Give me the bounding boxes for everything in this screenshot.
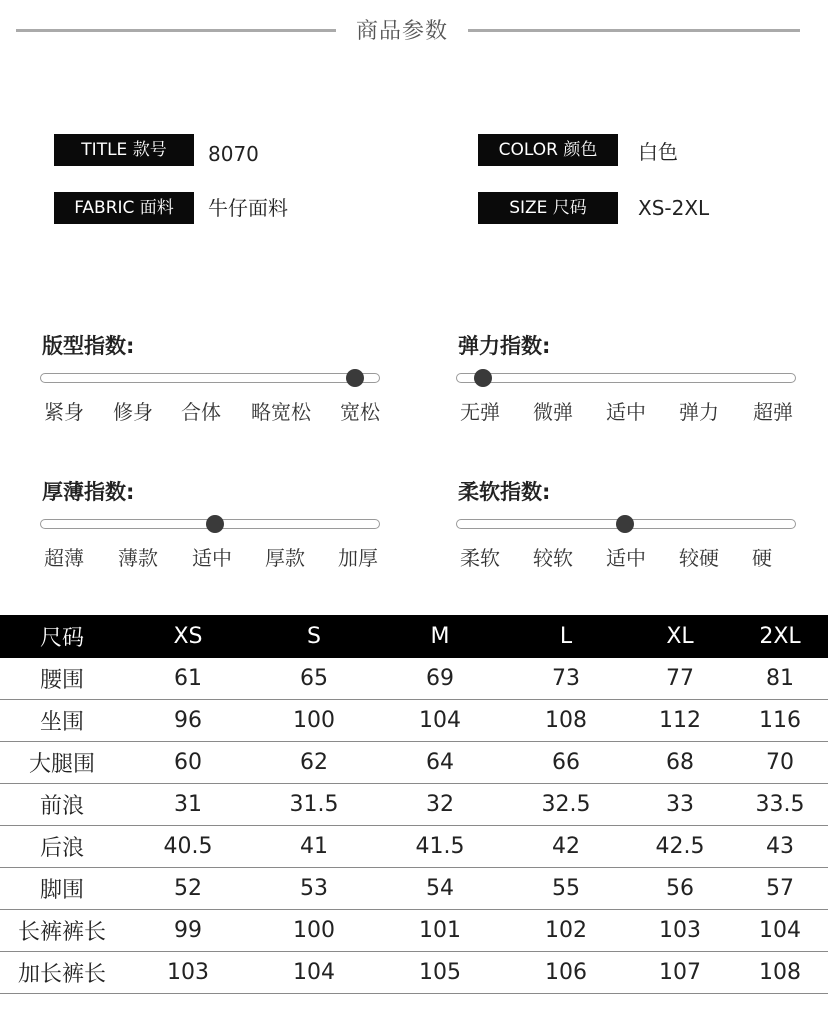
elasticity-option: 无弹 [460, 400, 500, 424]
fit-index-title: 版型指数: [42, 334, 135, 358]
softness-index-options [0, 542, 828, 570]
table-cell: 100 [252, 910, 376, 952]
thickness-option: 厚款 [265, 546, 305, 570]
column-header: L [504, 615, 628, 658]
table-cell: 96 [124, 700, 252, 742]
column-header: XL [628, 615, 732, 658]
fit-option: 修身 [113, 400, 153, 424]
thickness-option: 超薄 [44, 546, 84, 570]
table-row [0, 868, 828, 910]
fit-option: 合体 [181, 400, 221, 424]
table-cell: 40.5 [124, 826, 252, 868]
softness-option: 较硬 [679, 546, 719, 570]
title-value: 8070 [208, 142, 259, 166]
table-cell: 56 [628, 868, 732, 910]
table-cell: 104 [732, 910, 828, 952]
fit-index-knob [346, 369, 364, 387]
table-cell: 54 [376, 868, 504, 910]
column-header: M [376, 615, 504, 658]
thickness-index-track [40, 519, 380, 529]
header-divider-left [16, 29, 336, 32]
table-cell: 52 [124, 868, 252, 910]
softness-index-title: 柔软指数: [458, 480, 551, 504]
table-row [0, 910, 828, 952]
table-cell: 69 [376, 658, 504, 700]
elasticity-option: 弹力 [679, 400, 719, 424]
elasticity-option: 适中 [606, 400, 646, 424]
table-cell: 116 [732, 700, 828, 742]
table-cell: 73 [504, 658, 628, 700]
table-cell: 107 [628, 952, 732, 994]
row-label-cell: 加长裤长 [0, 952, 124, 994]
table-cell: 104 [376, 700, 504, 742]
table-cell: 77 [628, 658, 732, 700]
table-cell: 103 [124, 952, 252, 994]
row-label-cell: 坐围 [0, 700, 124, 742]
color-value: 白色 [638, 140, 678, 164]
size-table [0, 615, 828, 994]
section-header [0, 0, 828, 60]
table-cell: 108 [732, 952, 828, 994]
table-cell: 100 [252, 700, 376, 742]
row-label-cell: 大腿围 [0, 742, 124, 784]
table-cell: 112 [628, 700, 732, 742]
table-cell: 31.5 [252, 784, 376, 826]
table-header-row [0, 615, 828, 658]
row-label-cell: 脚围 [0, 868, 124, 910]
table-cell: 43 [732, 826, 828, 868]
table-cell: 64 [376, 742, 504, 784]
thickness-index-knob [206, 515, 224, 533]
size-label: SIZE 尺码 [478, 192, 618, 224]
table-row [0, 952, 828, 994]
column-header: 2XL [732, 615, 828, 658]
softness-option: 硬 [752, 546, 772, 570]
table-cell: 55 [504, 868, 628, 910]
table-cell: 68 [628, 742, 732, 784]
fabric-value: 牛仔面料 [208, 196, 288, 220]
softness-index-knob [616, 515, 634, 533]
table-cell: 41.5 [376, 826, 504, 868]
elasticity-option: 微弹 [533, 400, 573, 424]
table-cell: 33.5 [732, 784, 828, 826]
table-cell: 105 [376, 952, 504, 994]
softness-option: 适中 [606, 546, 646, 570]
table-cell: 31 [124, 784, 252, 826]
fit-index-track [40, 373, 380, 383]
table-cell: 65 [252, 658, 376, 700]
table-cell: 32 [376, 784, 504, 826]
fit-option: 宽松 [340, 400, 380, 424]
row-label-cell: 后浪 [0, 826, 124, 868]
table-row [0, 742, 828, 784]
thickness-option: 薄款 [118, 546, 158, 570]
table-cell: 108 [504, 700, 628, 742]
table-cell: 102 [504, 910, 628, 952]
table-cell: 41 [252, 826, 376, 868]
table-cell: 103 [628, 910, 732, 952]
table-cell: 62 [252, 742, 376, 784]
elasticity-index-options [0, 396, 828, 424]
row-label-cell: 长裤裤长 [0, 910, 124, 952]
column-header: 尺码 [0, 615, 124, 658]
table-cell: 81 [732, 658, 828, 700]
table-cell: 53 [252, 868, 376, 910]
elasticity-index-knob [474, 369, 492, 387]
table-cell: 42.5 [628, 826, 732, 868]
table-cell: 57 [732, 868, 828, 910]
column-header: S [252, 615, 376, 658]
table-cell: 101 [376, 910, 504, 952]
table-row [0, 784, 828, 826]
softness-option: 较软 [533, 546, 573, 570]
table-row [0, 700, 828, 742]
table-cell: 104 [252, 952, 376, 994]
table-row [0, 658, 828, 700]
fit-option: 紧身 [44, 400, 84, 424]
table-cell: 106 [504, 952, 628, 994]
elasticity-index-track [456, 373, 796, 383]
section-title: 商品参数 [355, 19, 448, 44]
header-divider-right [468, 29, 800, 32]
thickness-option: 适中 [192, 546, 232, 570]
thickness-index-title: 厚薄指数: [42, 480, 135, 504]
table-cell: 42 [504, 826, 628, 868]
row-label-cell: 前浪 [0, 784, 124, 826]
table-cell: 66 [504, 742, 628, 784]
fit-option: 略宽松 [251, 400, 311, 424]
title-label: TITLE 款号 [54, 134, 194, 166]
thickness-option: 加厚 [338, 546, 378, 570]
color-label: COLOR 颜色 [478, 134, 618, 166]
table-cell: 33 [628, 784, 732, 826]
table-cell: 61 [124, 658, 252, 700]
elasticity-index-title: 弹力指数: [458, 334, 551, 358]
elasticity-option: 超弹 [753, 400, 793, 424]
table-cell: 99 [124, 910, 252, 952]
column-header: XS [124, 615, 252, 658]
table-cell: 70 [732, 742, 828, 784]
softness-index-track [456, 519, 796, 529]
row-label-cell: 腰围 [0, 658, 124, 700]
fabric-label: FABRIC 面料 [54, 192, 194, 224]
table-cell: 32.5 [504, 784, 628, 826]
size-value: XS-2XL [638, 196, 710, 220]
table-cell: 60 [124, 742, 252, 784]
table-row [0, 826, 828, 868]
table-body [0, 658, 828, 994]
softness-option: 柔软 [460, 546, 500, 570]
